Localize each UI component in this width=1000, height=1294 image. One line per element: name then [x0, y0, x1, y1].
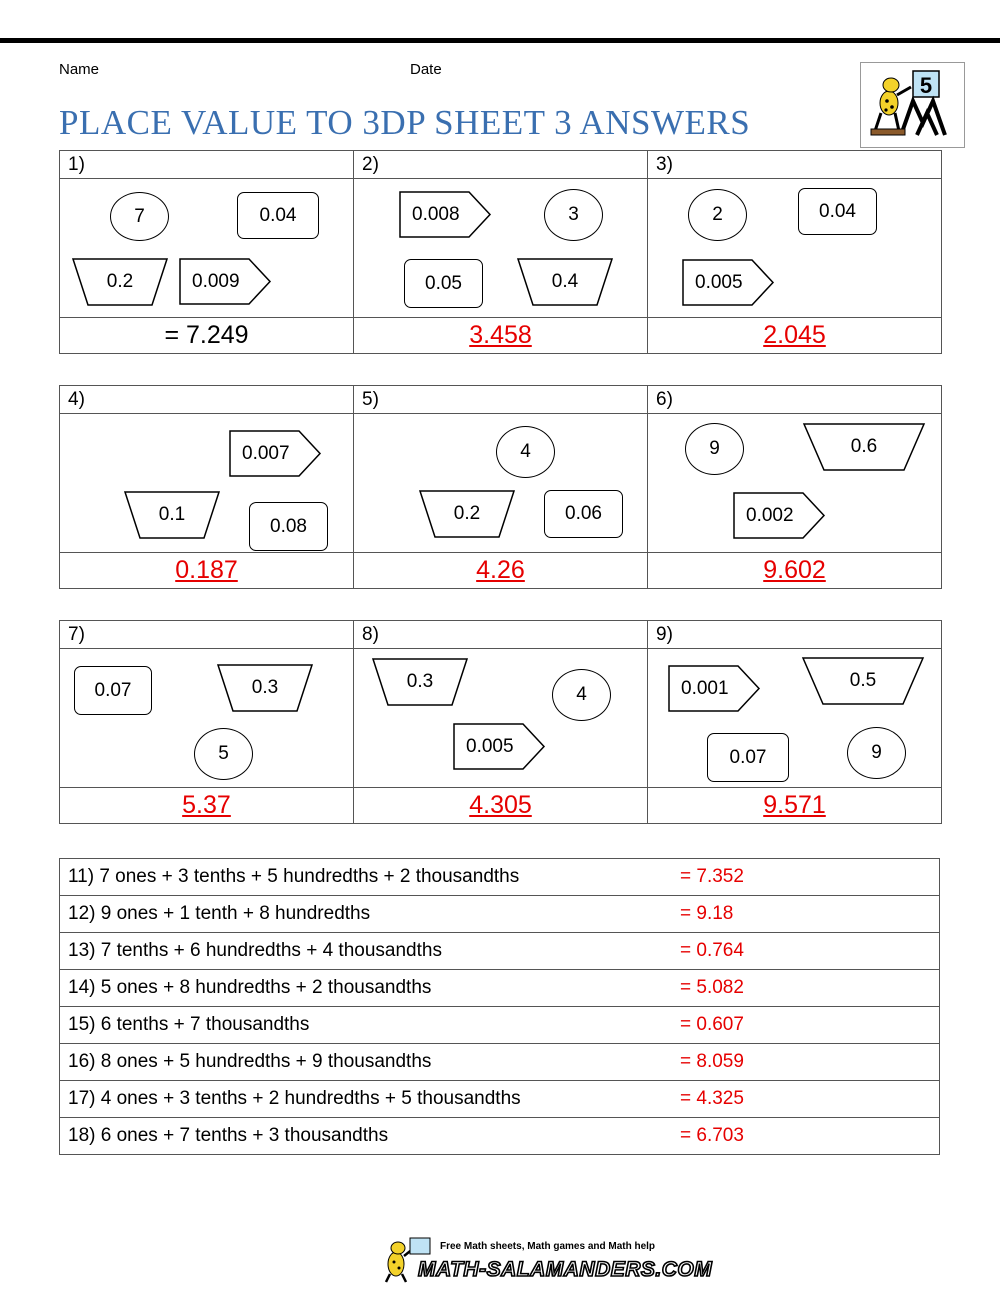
shapes-cell — [354, 649, 648, 788]
shapes-cell — [648, 179, 942, 318]
table-row — [60, 1118, 940, 1155]
circle-shape: 9 — [685, 423, 744, 475]
problem-label: 6) — [648, 386, 942, 414]
circle-shape: 9 — [847, 727, 906, 779]
question-text: 17) 4 ones + 3 tenths + 2 hundredths + 5 thousandths — [68, 1088, 521, 1109]
shapes-cell — [354, 414, 648, 553]
arrow-shape: 0.002 — [733, 492, 825, 539]
trapezoid-shape: 0.4 — [517, 258, 613, 306]
shapes-cell — [60, 179, 354, 318]
shapes-cell — [648, 649, 942, 788]
problem-label: 1) — [60, 151, 354, 179]
problem-label: 7) — [60, 621, 354, 649]
problem-label: 2) — [354, 151, 648, 179]
answer-value: 4.26 — [476, 556, 525, 584]
grid-3 — [59, 620, 942, 824]
question-answer: = 5.082 — [680, 977, 744, 998]
question-answer: = 9.18 — [680, 903, 734, 924]
answer-value: 9.602 — [763, 556, 826, 584]
grid-2 — [59, 385, 942, 589]
table-row — [60, 933, 940, 970]
table-row — [60, 1007, 940, 1044]
question-text: 12) 9 ones + 1 tenth + 8 hundredths — [68, 903, 371, 924]
date-label: Date — [410, 61, 442, 78]
shapes-cell — [60, 649, 354, 788]
circle-shape: 3 — [544, 189, 603, 241]
trapezoid-shape: 0.2 — [72, 258, 168, 306]
trapezoid-shape: 0.5 — [802, 657, 924, 705]
question-text: 15) 6 tenths + 7 thousandths — [68, 1014, 310, 1035]
question-text: 18) 6 ones + 7 tenths + 3 thousandths — [68, 1125, 389, 1146]
grid-1 — [59, 150, 942, 354]
problem-label: 8) — [354, 621, 648, 649]
grade-logo — [860, 62, 965, 148]
table-row — [60, 970, 940, 1007]
table-row — [60, 859, 940, 896]
trapezoid-shape: 0.2 — [419, 490, 515, 538]
problem-label: 3) — [648, 151, 942, 179]
question-answer: = 4.325 — [680, 1088, 744, 1109]
answer-value: 4.305 — [469, 791, 532, 819]
answer-value: 0.187 — [175, 556, 238, 584]
trapezoid-shape: 0.6 — [803, 423, 925, 471]
trapezoid-shape: 0.3 — [372, 658, 468, 706]
table-row — [60, 1081, 940, 1118]
rounded-rect-shape: 0.08 — [249, 502, 328, 551]
shapes-cell — [354, 179, 648, 318]
arrow-shape: 0.005 — [453, 723, 545, 770]
arrow-shape: 0.005 — [682, 259, 774, 306]
arrow-shape: 0.008 — [399, 191, 491, 238]
answer-value: 9.571 — [763, 791, 826, 819]
answer-value: 3.458 — [469, 321, 532, 349]
question-answer: = 6.703 — [680, 1125, 744, 1146]
arrow-shape: 0.009 — [179, 258, 271, 305]
rounded-rect-shape: 0.06 — [544, 490, 623, 538]
rounded-rect-shape: 0.07 — [707, 733, 789, 782]
word-questions-table — [59, 858, 940, 1155]
shapes-cell — [60, 414, 354, 553]
rounded-rect-shape: 0.04 — [237, 192, 319, 239]
svg-text:5: 5 — [919, 73, 933, 98]
circle-shape: 4 — [496, 426, 555, 478]
trapezoid-shape: 0.1 — [124, 491, 220, 539]
answer-value: = 7.249 — [164, 321, 249, 349]
footer-logo — [380, 1232, 713, 1284]
problem-label: 5) — [354, 386, 648, 414]
svg-text:Free Math sheets, Math games a: Free Math sheets, Math games and Math help — [440, 1241, 656, 1252]
question-text: 11) 7 ones + 3 tenths + 5 hundredths + 2 thousandths — [68, 866, 520, 887]
circle-shape: 4 — [552, 669, 611, 721]
rounded-rect-shape: 0.05 — [404, 259, 483, 308]
arrow-shape: 0.007 — [229, 430, 321, 477]
shapes-cell — [648, 414, 942, 553]
problem-label: 4) — [60, 386, 354, 414]
answer-value: 2.045 — [763, 321, 826, 349]
arrow-shape: 0.001 — [668, 665, 760, 712]
trapezoid-shape: 0.3 — [217, 664, 313, 712]
circle-shape: 2 — [688, 189, 747, 241]
problem-label: 9) — [648, 621, 942, 649]
top-rule — [0, 38, 1000, 43]
table-row — [60, 896, 940, 933]
question-text: 13) 7 tenths + 6 hundredths + 4 thousandths — [68, 940, 442, 961]
rounded-rect-shape: 0.07 — [74, 666, 152, 715]
name-label: Name — [59, 61, 100, 78]
page-title: PLACE VALUE TO 3DP SHEET 3 ANSWERS — [59, 103, 751, 142]
question-answer: = 0.607 — [680, 1014, 744, 1035]
answer-value: 5.37 — [182, 791, 231, 819]
circle-shape: 7 — [110, 192, 169, 241]
rounded-rect-shape: 0.04 — [798, 188, 877, 235]
table-row — [60, 1044, 940, 1081]
question-answer: = 0.764 — [680, 940, 744, 961]
question-text: 14) 5 ones + 8 hundredths + 2 thousandths — [68, 977, 432, 998]
svg-text:MATH-SALAMANDERS.COM: MATH-SALAMANDERS.COM — [418, 1258, 713, 1281]
question-answer: = 7.352 — [680, 866, 744, 887]
circle-shape: 5 — [194, 728, 253, 780]
question-text: 16) 8 ones + 5 hundredths + 9 thousandths — [68, 1051, 432, 1072]
question-answer: = 8.059 — [680, 1051, 744, 1072]
